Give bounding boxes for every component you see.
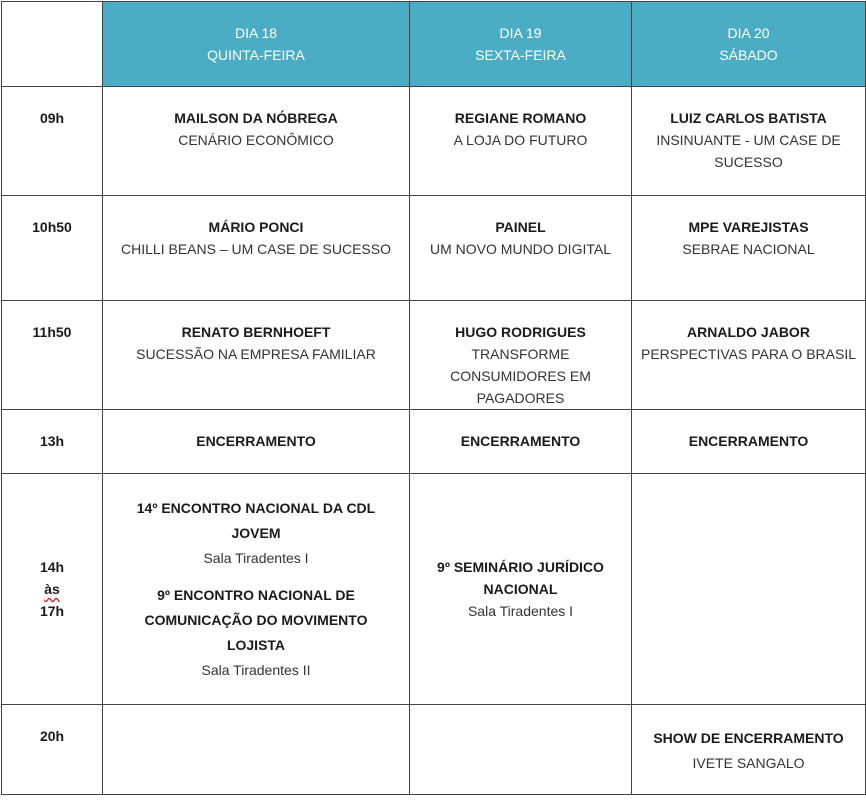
speaker-name: LUIZ CARLOS BATISTA xyxy=(670,110,827,126)
session-cell xyxy=(103,301,410,410)
time-cell: 20h xyxy=(2,705,103,795)
speaker-name: HUGO RODRIGUES xyxy=(455,324,586,340)
header-day: DIA 20 xyxy=(727,25,770,41)
session-topic: TRANSFORME CONSUMIDORES EM PAGADORES xyxy=(450,346,591,406)
time-end: 17h xyxy=(39,603,65,619)
session-cell xyxy=(632,705,866,795)
speaker-name: ARNALDO JABOR xyxy=(687,324,810,340)
speaker-name: REGIANE ROMANO xyxy=(454,110,587,126)
event-name: SHOW DE ENCERRAMENTO xyxy=(653,730,844,746)
event-room: Sala Tiradentes I xyxy=(203,549,309,566)
time-cell xyxy=(2,474,103,705)
closing-label: ENCERRAMENTO xyxy=(196,433,316,449)
speaker-name: MAILSON DA NÓBREGA xyxy=(174,110,338,126)
event-name: 9º SEMINÁRIO JURÍDICO NACIONAL xyxy=(437,559,604,597)
closing-label: ENCERRAMENTO xyxy=(460,433,581,449)
session-cell xyxy=(103,87,410,196)
row-09h xyxy=(2,87,866,196)
row-10h50 xyxy=(2,196,866,301)
session-cell xyxy=(632,196,866,301)
event-room: Sala Tiradentes I xyxy=(467,603,574,619)
corner-cell xyxy=(2,2,103,87)
header-day: DIA 18 xyxy=(234,25,278,41)
speaker-name: MÁRIO PONCI xyxy=(208,219,304,235)
schedule-table xyxy=(1,1,866,795)
header-day-20 xyxy=(632,2,866,87)
header-weekday: SEXTA-FEIRA xyxy=(475,47,566,63)
session-cell xyxy=(632,87,866,196)
session-topic: INSINUANTE - UM CASE DE SUCESSO xyxy=(656,132,841,170)
time-cell: 11h50 xyxy=(2,301,103,410)
row-14h-17h xyxy=(2,474,866,705)
row-11h50 xyxy=(2,301,866,410)
event-name: 9º ENCONTRO NACIONAL DE COMUNICAÇÃO DO MOVIMENTO LOJISTA xyxy=(144,586,368,653)
speaker-name: RENATO BERNHOEFT xyxy=(181,324,331,340)
empty-cell xyxy=(632,474,866,705)
time-cell: 13h xyxy=(2,410,103,474)
session-topic: A LOJA DO FUTURO xyxy=(453,132,588,148)
session-cell xyxy=(103,474,410,705)
artist-name: IVETE SANGALO xyxy=(692,755,805,771)
session-topic: CENÁRIO ECONÔMICO xyxy=(178,132,334,148)
session-topic: PERSPECTIVAS PARA O BRASIL xyxy=(641,346,856,362)
event-room: Sala Tiradentes II xyxy=(201,661,311,678)
session-topic: SUCESSÃO NA EMPRESA FAMILIAR xyxy=(136,346,376,362)
session-cell xyxy=(103,196,410,301)
session-cell xyxy=(410,196,632,301)
session-topic: SEBRAE NACIONAL xyxy=(682,241,815,257)
session-cell xyxy=(410,301,632,410)
empty-cell xyxy=(103,705,410,795)
row-13h xyxy=(2,410,866,474)
event-name: 14º ENCONTRO NACIONAL DA CDL JOVEM xyxy=(136,499,376,541)
header-row xyxy=(2,2,866,87)
header-day: DIA 19 xyxy=(499,25,542,41)
session-cell xyxy=(632,410,866,474)
speaker-name: PAINEL xyxy=(495,219,546,235)
speaker-name: MPE VAREJISTAS xyxy=(688,219,809,235)
empty-cell xyxy=(410,705,632,795)
spacer xyxy=(133,571,379,583)
session-cell xyxy=(632,301,866,410)
session-cell xyxy=(410,474,632,705)
session-cell xyxy=(410,410,632,474)
session-cell xyxy=(103,410,410,474)
header-weekday: SÁBADO xyxy=(719,47,778,63)
session-topic: UM NOVO MUNDO DIGITAL xyxy=(430,241,611,257)
closing-label: ENCERRAMENTO xyxy=(688,433,809,449)
header-day-19 xyxy=(410,2,632,87)
header-weekday: QUINTA-FEIRA xyxy=(207,47,305,63)
row-20h xyxy=(2,705,866,795)
time-separator: às xyxy=(44,581,60,597)
session-cell xyxy=(410,87,632,196)
time-start: 14h xyxy=(39,559,65,575)
session-topic: CHILLI BEANS – UM CASE DE SUCESSO xyxy=(121,241,391,257)
time-cell: 09h xyxy=(2,87,103,196)
header-day-18 xyxy=(103,2,410,87)
time-cell: 10h50 xyxy=(2,196,103,301)
